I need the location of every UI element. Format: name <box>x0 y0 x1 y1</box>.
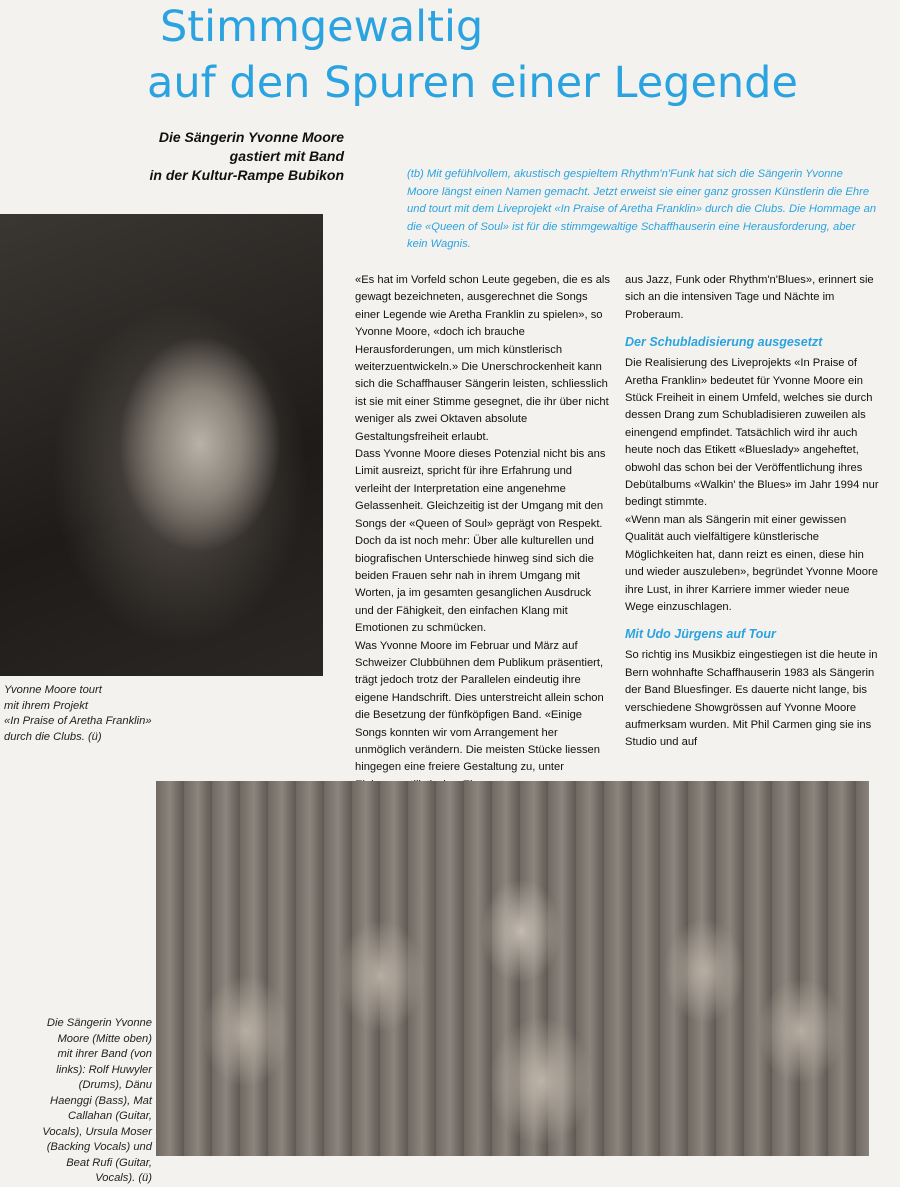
subtitle-line: in der Kultur-Rampe Bubikon <box>149 167 344 183</box>
caption-line: Yvonne Moore tourt <box>4 684 102 696</box>
paragraph: Was Yvonne Moore im Februar und März auf Schweizer Clubbühnen dem Publikum präsentiert, trägt jedoch trotz der Parallelen eindeutig ihre eigene Handschrift. Dies unterstreicht allein schon die Besetzung der fünfköpfigen Band. «Einige Songs konnten wir vom Arrangement her unmöglich verändern. Die meisten Stücke liessen hingegen eine freiere Gestaltung zu, unter <box>355 639 604 774</box>
caption-line: mit ihrem Projekt <box>4 699 88 712</box>
headline-line-1: Stimmgewaltig <box>160 2 484 52</box>
caption-line: «In Praise of Aretha Franklin» <box>4 715 152 727</box>
band-photo <box>156 781 869 1156</box>
subtitle <box>150 128 344 185</box>
portrait-caption <box>4 683 204 745</box>
paragraph: Dass Yvonne Moore dieses Potenzial nicht bis ans Limit ausreizt, spricht für ihre Erfahrung und verleiht der Interpretation eine angenehme Gelassenheit. Gleichzeitig ist der Umgang mit den Songs der «Queen of Soul» geprägt von Respekt. Doch da ist noch mehr: Über alle kulturellen und biografischen Unterschiede hinweg sind sich die beiden Frauen sehr nah in ihrem Umgang mit Worten, ja im gesamten gesanglichen Ausdruck und der Fähigkeit, den einfachen Klang mit Emotionen zu schmücken. <box>355 448 606 635</box>
article-column-1 <box>355 272 610 794</box>
subtitle-line: gastiert mit Band <box>229 148 344 164</box>
headline-line-2: auf den Spuren einer Legende <box>147 58 798 108</box>
paragraph: «Wenn man als Sängerin mit einer gewissen Qualität auch vielfältigere künstlerische Möglichkeiten hat, dann reizt es einen, diese hin und wieder auszuleben», begründet Yvonne Moore ihre Lust, in ihrer Karriere immer wieder neue Wege einzuschlagen. <box>625 513 878 613</box>
lead-paragraph: (tb) Mit gefühlvollem, akustisch gespieltem Rhythm'n'Funk hat sich die Sängerin Yvonne Moore längst einen Namen gemacht. Jetzt erweist sie einer ganz grossen Künstlerin die Ehre und tourt mit dem Liveprojekt «In Praise of Aretha Franklin» durch die Clubs. Die Hommage an die «Queen of Soul» ist für die stimmgewaltige Schaffhauserin eine Herausforderung, aber kein Wagnis. <box>407 168 877 250</box>
subheading: Mit Udo Jürgens auf Tour <box>625 627 776 642</box>
article-column-2 <box>625 272 880 752</box>
band-caption: Die Sängerin Yvonne Moore (Mitte oben) mit ihrer Band (von links): Rolf Huwyler (Drums), Dänu Haenggi (Bass), Mat Callahan (Guitar, Vocals), Ursula Moser (Backing Vocals) und Beat Rufi (Guitar, Vocals). (ü) <box>42 1017 152 1184</box>
subtitle-line: Die Sängerin Yvonne Moore <box>158 129 344 145</box>
subheading: Der Schubladisierung ausgesetzt <box>625 335 823 350</box>
paragraph: aus Jazz, Funk oder Rhythm'n'Blues», erinnert sie sich an die intensiven Tage und Nächte im Proberaum. <box>625 274 874 321</box>
paragraph: So richtig ins Musikbiz eingestiegen ist die heute in Bern wohnhafte Schaffhauserin 1983 als Sängerin der Band Bluesfinger. Es dauerte nicht lange, bis verschiedene Showgrössen auf Yvonne Moore aufmerksam wurden. Mit Phil Carmen ging sie ins Studio und auf <box>625 649 878 749</box>
paragraph: Die Realisierung des Liveprojekts «In Praise of Aretha Franklin» bedeutet für Yvonne Moore ein Stück Freiheit in einem Umfeld, welches sie durch dessen Drang zum Schubladisieren zuweilen als einengend empfindet. Tatsächlich wird ihr auch heute noch das Etikett «Blueslady» angeheftet, obwohl das schon bei der Veröffentlichung ihres Debütalbums «Walkin' the Blues» im Jahr 1994 nur bedingt stimmte. <box>625 357 879 509</box>
paragraph: «Es hat im Vorfeld schon Leute gegeben, die es als gewagt bezeichneten, ausgerechnet die Songs einer Legende wie Aretha Franklin zu spielen», so Yvonne Moore, «doch ich brauche Herausforderungen, um mich künstlerisch weiterzuentwickeln.» Die Unerschrockenheit kann sich die Schaffhauser Sängerin leisten, schliesslich ist sie mit einer Stimme gesegnet, die ihr über nicht weniger als zwei Oktaven absolute Gestaltungsfreiheit erlaubt. <box>355 274 610 443</box>
caption-line: durch die Clubs. (ü) <box>4 730 102 743</box>
portrait-photo <box>0 214 323 676</box>
